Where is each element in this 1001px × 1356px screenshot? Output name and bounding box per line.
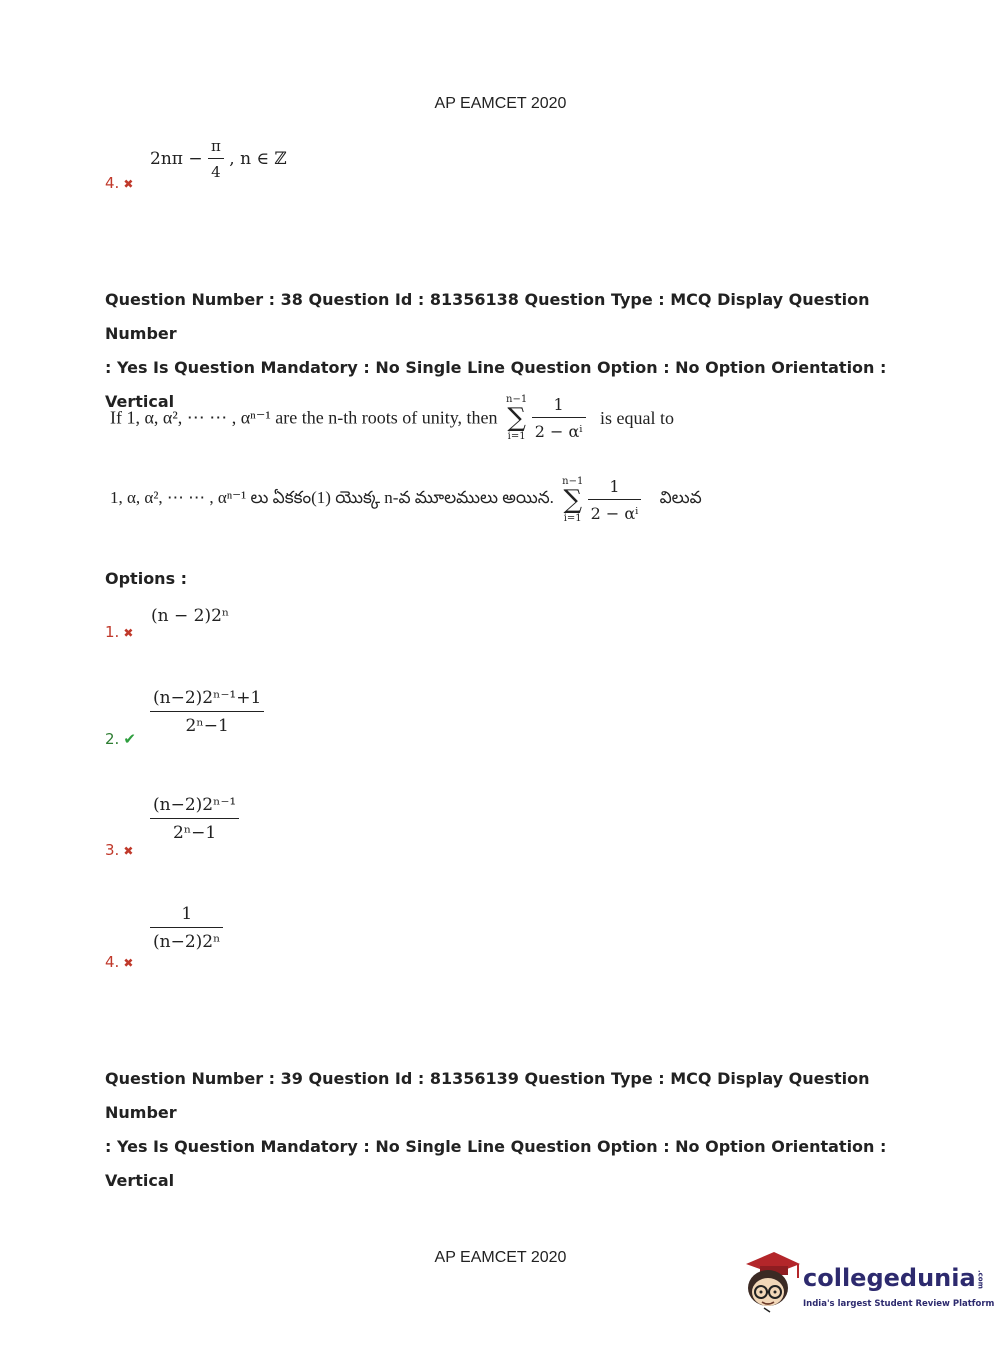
sum-upper-limit: n−1 [506,394,528,405]
q38-meta-line-3: Vertical [105,392,175,411]
q39-meta [105,1062,905,1198]
wrong-icon: ✖ [123,626,134,640]
prev-option-number [105,174,133,192]
option-2-fraction [150,688,264,736]
q38-english-question [110,394,770,442]
sum-lower-limit: i=1 [507,431,526,442]
option-3-expression [150,795,239,843]
fraction-numerator: (n−2)2ⁿ⁻¹ [153,795,237,815]
q39-meta-line-3: Vertical [105,1171,175,1190]
wrong-icon: ✖ [123,177,134,191]
fraction-denominator: 2 − αⁱ [588,499,642,523]
fraction-numerator: π [211,137,221,155]
sigma-symbol: ∑ [563,485,582,515]
fraction-numerator: (n−2)2ⁿ⁻¹+1 [153,688,262,708]
q38-meta-line-2: : Yes Is Question Mandatory : No Single Line Question Option : No Option Orientation : [105,358,887,377]
options-label: Options : [105,569,188,588]
summand-fraction [532,395,586,441]
check-icon: ✔ [123,730,136,748]
option-number-label: 4. [105,174,120,192]
option-1-expression: (n − 2)2ⁿ [151,606,230,626]
fraction-denominator: 2ⁿ−1 [150,818,239,843]
option-4-number [105,953,133,971]
telugu-prefix: 1, α, α², ⋯ ⋯ , αⁿ⁻¹ లు ఏకకం(1) యొక్క n-వ మూలములు అయిన. [110,488,554,507]
q38-meta-line-1: Question Number : 38 Question Id : 81356138 Question Type : MCQ Display Question Number [105,290,870,343]
option-4-expression [150,904,223,952]
option-number-label: 3. [105,841,120,859]
sigma-symbol: ∑ [507,403,526,433]
summation [506,394,527,442]
option-4-fraction [150,904,223,952]
option-3-fraction [150,795,239,843]
option-number-label: 2. [105,730,120,748]
expr-part-a: 2nπ − [150,149,203,169]
fraction-numerator: 1 [181,904,193,924]
mascot-icon [740,1248,802,1314]
option-number-label: 4. [105,953,120,971]
fraction-numerator: 1 [609,477,620,496]
page-footer: AP EAMCET 2020 [434,1249,567,1266]
pi-over-4-fraction [208,137,224,181]
summation [562,476,583,524]
fraction-denominator: 2ⁿ−1 [150,711,264,736]
q39-meta-line-2: : Yes Is Question Mandatory : No Single Line Question Option : No Option Orientation : [105,1137,887,1156]
sum-lower-limit: i=1 [563,513,582,524]
sum-upper-limit: n−1 [562,476,584,487]
fraction-numerator: 1 [553,395,564,414]
fraction-denominator: (n−2)2ⁿ [150,927,223,952]
wrong-icon: ✖ [123,956,134,970]
telugu-suffix: విలువ [659,488,702,507]
option-1-number [105,623,133,641]
logo-wordmark [803,1264,985,1292]
option-2-number [105,730,136,748]
collegedunia-logo [740,1248,995,1318]
fraction-denominator: 2 − αⁱ [532,417,586,441]
wrong-icon: ✖ [123,844,134,858]
option-3-number [105,841,133,859]
page-header: AP EAMCET 2020 [434,95,567,112]
option-2-expression [150,688,264,736]
logo-suffix: .com [976,1269,985,1289]
option-number-label: 1. [105,623,120,641]
expr-part-b: , n ∈ ℤ [229,149,287,169]
summand-fraction [588,477,642,523]
fraction-denominator: 4 [208,158,224,181]
logo-tagline: India's largest Student Review Platform [803,1299,995,1309]
q39-meta-line-1: Question Number : 39 Question Id : 81356139 Question Type : MCQ Display Question Number [105,1069,870,1122]
question-suffix: is equal to [600,407,674,428]
logo-name: collegedunia [803,1264,976,1292]
prev-option-expression [150,137,287,181]
question-prefix: If 1, α, α², ⋯ ⋯ , αⁿ⁻¹ are the n-th roots of unity, then [110,407,498,428]
q38-telugu-question [110,476,750,524]
